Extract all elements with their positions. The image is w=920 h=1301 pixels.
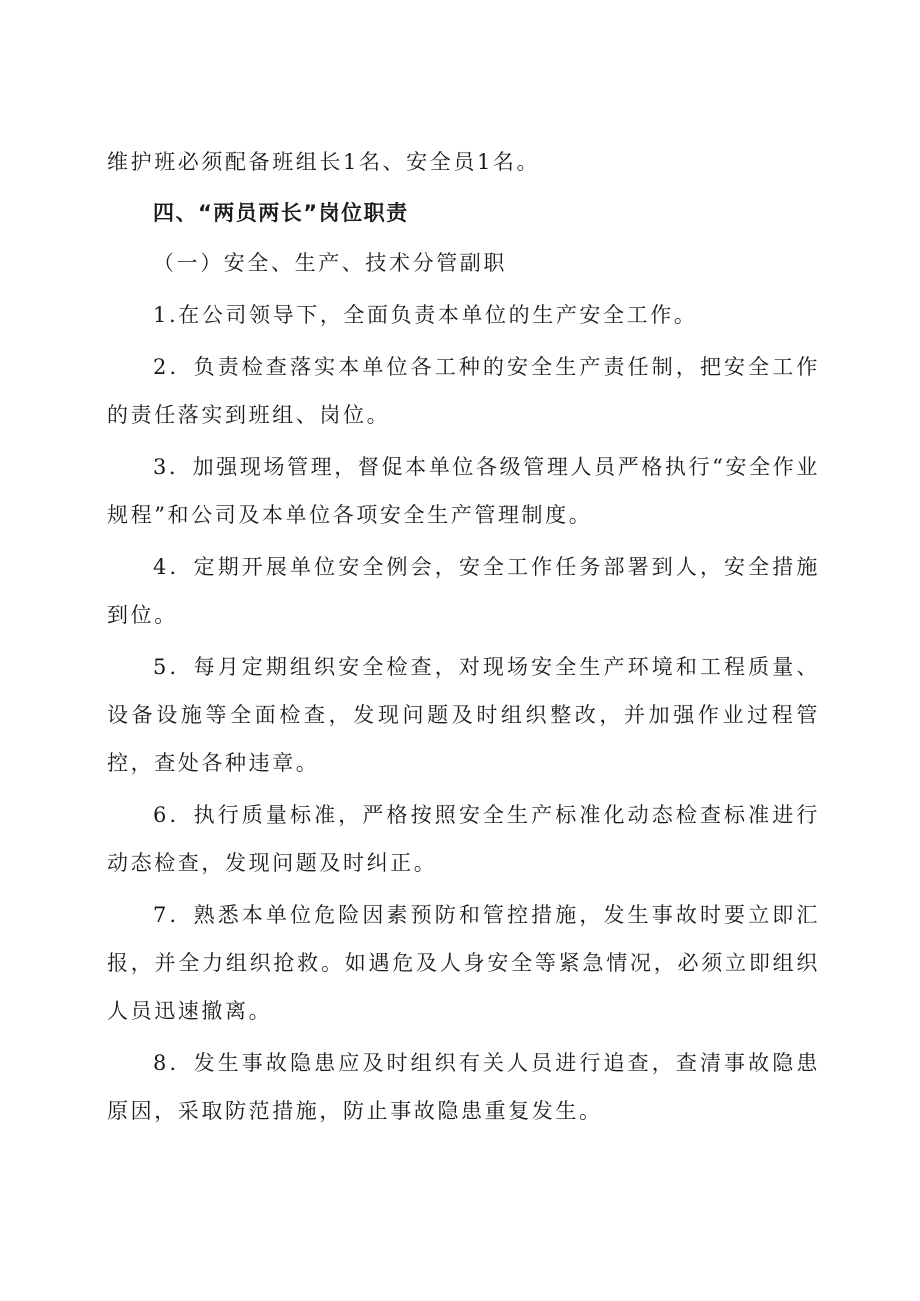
list-item-8: 8．发生事故隐患应及时组织有关人员进行追查，查清事故隐患原因，采取防范措施，防止事故隐患重复发生。 <box>107 1051 820 1123</box>
section-heading-duties: 四、“两员两长”岗位职责 <box>153 201 409 225</box>
list-item-5: 5．每月定期组织安全检查，对现场安全生产环境和工程质量、设备设施等全面检查，发现问题及时组织整改，并加强作业过程管控，查处各种违章。 <box>107 655 820 775</box>
list-item-7: 7．熟悉本单位危险因素预防和管控措施，发生事故时要立即汇报，并全力组织抢救。如遇危及人身安全等紧急情况，必须立即组织人员迅速撤离。 <box>107 903 820 1023</box>
list-item-1: 1.在公司领导下，全面负责本单位的生产安全工作。 <box>153 303 698 327</box>
paragraph-staffing: 维护班必须配备班组长1名、安全员1名。 <box>107 150 541 174</box>
list-item-3: 3．加强现场管理，督促本单位各级管理人员严格执行“安全作业规程”和公司及本单位各项安全生产管理制度。 <box>107 455 820 527</box>
list-item-6: 6．执行质量标准，严格按照安全生产标准化动态检查标准进行动态检查，发现问题及时纠正。 <box>107 803 820 875</box>
list-item-2: 2．负责检查落实本单位各工种的安全生产责任制，把安全工作的责任落实到班组、岗位。 <box>107 355 820 427</box>
subsection-heading-deputy: （一）安全、生产、技术分管副职 <box>153 251 507 275</box>
list-item-4: 4．定期开展单位安全例会，安全工作任务部署到人，安全措施到位。 <box>107 555 820 627</box>
